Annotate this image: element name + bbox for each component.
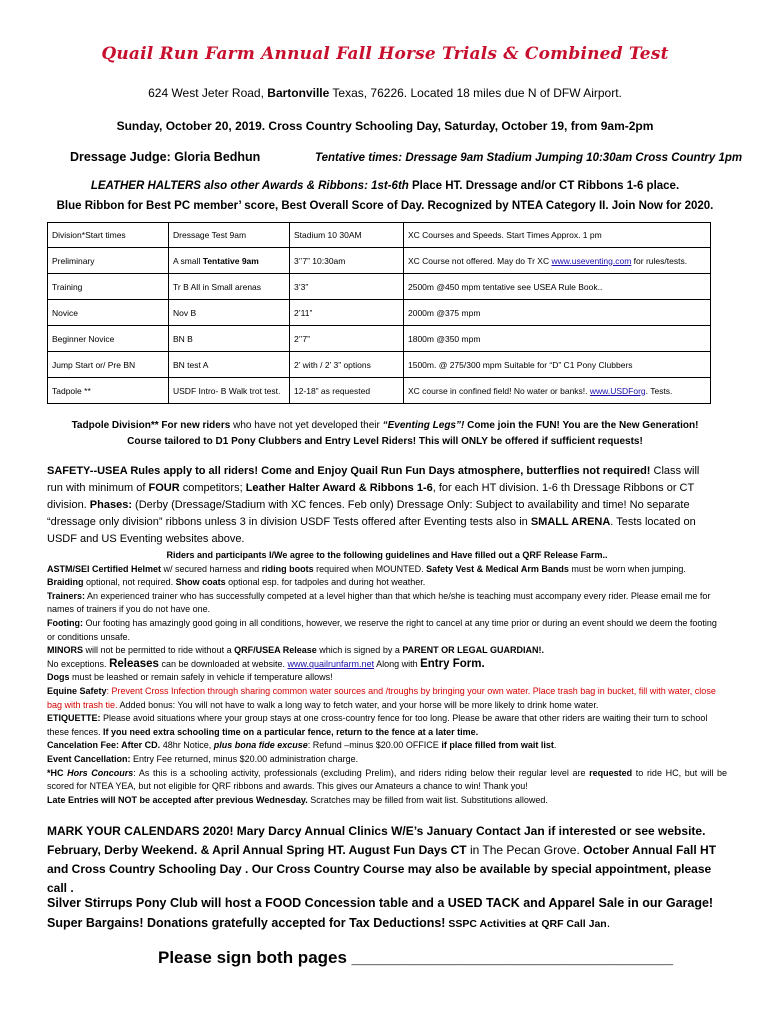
rule-equine-safety (47, 685, 727, 712)
noexc-a: No exceptions (47, 658, 105, 669)
rule-trainers (47, 590, 727, 617)
calendar-line-3: and Cross Country Schooling Day . Our Cross Country Course may also be available by special appointment, please call . (47, 862, 712, 895)
cell-stadium: 12-18” as requested (290, 378, 404, 404)
cell-division: Novice (48, 300, 169, 326)
cancel-e: if place filled from wait list (441, 740, 554, 751)
cell-xc: 1500m. @ 275/300 mpm Suitable for “D” C1 Pony Clubbers (404, 352, 711, 378)
header-division: Division*Start times (48, 223, 169, 248)
helmet-b: w/ secured harness and (161, 563, 262, 574)
equine-b: : Prevent Cross Infection through sharing common water sources and /troughs by bringing your own water. Place trash bag in bucket, fill with water, close bag with trash tie. (47, 685, 716, 710)
helmet-f: must be worn when jumping. (568, 563, 686, 574)
rule-event-cancellation (47, 753, 727, 767)
cancel-f: . (553, 740, 557, 751)
rule-releases (47, 658, 727, 672)
rule-footing (47, 617, 727, 644)
address-line (0, 86, 770, 100)
trainers-b: An experienced trainer who has successfully competed at a level higher than that which he/she is teaching must accompany every rider. Please email me for names of trainers if you do not have one. (47, 590, 711, 615)
usdf-link[interactable]: www.USDForg (589, 385, 646, 396)
calendar-2a: February, Derby Weekend. & April Annual Spring HT. August Fun Days CT (47, 843, 467, 857)
rule-etiquette (47, 712, 727, 739)
cell-division: Jump Start or/ Pre BN (48, 352, 169, 378)
tadpole-line-1 (0, 420, 770, 431)
rule-late-entries (47, 794, 727, 808)
pony-club-2b: SSPC Activities at QRF Call Jan (445, 918, 607, 930)
cell-xc (404, 248, 711, 274)
rule-cancelation-fee (47, 739, 727, 753)
tadpole-line-2: Course tailored to D1 Pony Clubbers and Entry Level Riders! This will ONLY be offered if sufficient requests! (127, 436, 643, 447)
cancel-a: Cancelation Fee: After CD. (47, 740, 161, 751)
hc-c: : As this is a schooling activity, professionals (excluding Prelim), and riders riding below their regular level are (133, 767, 590, 778)
noexc-d: can be downloaded at website. (158, 658, 288, 669)
safety-s3: FOUR (148, 482, 180, 494)
cell-xc: 1800m @350 mpm (404, 326, 711, 352)
cell-stadium: 2’11” (290, 300, 404, 326)
noexc-c: Releases (109, 657, 159, 670)
noexc-f: Entry Form. (420, 657, 485, 670)
cell-division: Tadpole ** (48, 378, 169, 404)
helmet-d: required when MOUNTED. (313, 563, 427, 574)
event-dates: Sunday, October 20, 2019. Cross Country Schooling Day, Saturday, October 19, from 9am-2pm (116, 119, 654, 133)
hc-d: requested (589, 767, 633, 778)
safety-paragraph (47, 463, 711, 548)
hc-e: to ride HC, but will be scored for NTEA YEA, but not eligible for QRF ribbons and awards. This gives our Amateurs a chance to win! Thank you! (47, 767, 727, 792)
safety-s5: Leather Halter Award & Ribbons 1-6 (245, 482, 433, 494)
cell-division: Preliminary (48, 248, 169, 274)
event-b: Entry Fee returned, minus $20.00 administration charge. (130, 753, 359, 764)
safety-s1: SAFETY--USEA Rules apply to all riders! Come and Enjoy Quail Run Fun Days atmosphere, butterflies not required! (47, 465, 651, 477)
table-row (48, 248, 711, 274)
divisions-table (47, 222, 711, 404)
cell-xc-tail: . Tests. (645, 385, 673, 396)
table-row (48, 352, 711, 378)
noexc-e: Along with (374, 658, 421, 669)
etiq-c: If you need extra schooling time on a particular fence, return to the fence at a later time. (103, 726, 479, 737)
signature-line[interactable]: Please sign both pages __________________________________ (158, 948, 674, 967)
safety-s4: competitors; (179, 482, 246, 494)
safety-s2: Class will run with minimum of (47, 465, 700, 494)
calendar-2c: October Annual Fall HT (583, 843, 717, 857)
cell-dressage: USDF Intro- B Walk trot test. (169, 378, 290, 404)
safety-s8: (Derby (Dressage/Stadium with XC fences. Feb only) Dressage Only: Subject to availability and time! No separate “dressage only division” ribbons unless 3 in division USDF Tests offered after Eventing tests also in (47, 499, 690, 528)
minors-c: QRF/USEA Release (234, 645, 317, 656)
pony-club-section (47, 893, 727, 934)
cancel-c: plus bona fide excuse (213, 740, 308, 751)
equine-a: Equine Safety (47, 685, 107, 696)
table-row (48, 326, 711, 352)
minors-d: which is signed by a (316, 645, 403, 656)
useventing-link[interactable]: www.useventing.com (551, 255, 632, 266)
table-header-row (48, 223, 711, 248)
minors-e: PARENT OR LEGAL GUARDIAN!. (402, 645, 544, 656)
cell-stadium: 3’’7” 10:30am (290, 248, 404, 274)
cancel-b: 48hr Notice, (160, 740, 214, 751)
etiq-a: ETIQUETTE: (47, 713, 101, 724)
footing-b: Our footing has amazingly good going in all conditions, however, we reserve the right to cancel at any time prior or during an event should we deem the footing or conditions unsafe. (47, 617, 717, 642)
helmet-a: ASTM/SEI Certified Helmet (47, 563, 162, 574)
rule-braiding (47, 576, 727, 590)
cell-xc: 2000m @375 mpm (404, 300, 711, 326)
braid-a: Braiding (47, 577, 84, 588)
rule-helmet (47, 563, 727, 577)
leather-halters-line (0, 180, 770, 192)
dogs-b: must be leashed or remain safely in vehicle if temperature allows! (69, 672, 333, 683)
braid-b: optional, not required. (83, 577, 176, 588)
cancel-d: : Refund –minus $20.00 OFFICE (307, 740, 442, 751)
quailrunfarm-link[interactable]: www.quailrunfarm.net (287, 658, 375, 669)
rules-heading: Riders and participants I/We agree to the following guidelines and Have filled out a QRF Release Farm.. (166, 550, 608, 560)
footing-a: Footing: (47, 617, 83, 628)
table-row (48, 300, 711, 326)
helmet-c: riding boots (261, 563, 314, 574)
cell-dressage-bold: Tentative 9am (202, 255, 259, 266)
cell-stadium: 2’ with / 2’ 3” options (290, 352, 404, 378)
rules-section (47, 549, 727, 807)
safety-s6: , for each HT division. 1-6 th Dressage Ribbons or CT division. (47, 482, 695, 511)
dressage-judge: Dressage Judge: Gloria Bedhun (70, 150, 261, 164)
rule-minors (47, 644, 727, 658)
cell-xc-tail: for rules/tests. (631, 255, 688, 266)
pony-club-2c: . (606, 916, 611, 930)
late-b: Scratches may be filled from wait list. Substitutions allowed. (307, 794, 548, 805)
blue-ribbon-line: Blue Ribbon for Best PC member’ score, Best Overall Score of Day. Recognized by NTEA Category II. Join Now for 2020. (56, 200, 714, 212)
cell-xc (404, 378, 711, 404)
cell-xc-text: XC course in confined field! No water or banks!. (408, 385, 590, 396)
safety-s10: . Tests located on USDF and US Eventing websites above. (47, 516, 696, 545)
event-title: Quail Run Farm Annual Fall Horse Trials & Combined Test (101, 44, 669, 64)
cell-dressage (169, 248, 290, 274)
pony-club-line-1: Silver Stirrups Pony Club will host a FOOD Concession table and a USED TACK and Apparel Sale in our Garage! (47, 896, 714, 910)
minors-b: will not be permitted to ride without a (83, 645, 235, 656)
calendar-line-1: MARK YOUR CALENDARS 2020! Mary Darcy Annual Clinics W/E’s January Contact Jan if interested or see website. (47, 824, 706, 838)
table-row (48, 378, 711, 404)
minors-a: MINORS (47, 645, 83, 656)
halters-italic: LEATHER HALTERS also other Awards & Ribbons: 1st-6th (90, 180, 409, 192)
table-row (48, 274, 711, 300)
cell-xc: 2500m @450 mpm tentative see USEA Rule Book.. (404, 274, 711, 300)
event-a: Event Cancellation: (47, 753, 131, 764)
pony-club-2a: Super Bargains! Donations gratefully accepted for Tax Deductions! (47, 916, 446, 930)
trainers-a: Trainers: (47, 590, 86, 601)
braid-c: Show coats (175, 577, 226, 588)
safety-s9: SMALL ARENA (530, 516, 611, 528)
safety-s7: Phases: (89, 499, 132, 511)
header-xc: XC Courses and Speeds. Start Times Approx. 1 pm (404, 223, 711, 248)
calendar-section (47, 822, 727, 898)
cell-stadium: 2’’7” (290, 326, 404, 352)
cell-dressage-text: A small (173, 255, 203, 266)
dogs-a: Dogs (47, 672, 70, 683)
helmet-e: Safety Vest & Medical Arm Bands (426, 563, 569, 574)
cell-division: Training (48, 274, 169, 300)
calendar-line-2 (47, 841, 727, 860)
braid-d: optional esp. for tadpoles and during hot weather. (225, 577, 426, 588)
tadpole-b: who have not yet developed their (230, 420, 383, 431)
address-post: Texas, 76226. Located 18 miles due N of DFW Airport. (329, 86, 622, 100)
cell-stadium: 3’3” (290, 274, 404, 300)
cell-dressage: Tr B All in Small arenas (169, 274, 290, 300)
rule-dogs (47, 671, 727, 685)
cell-xc-text: XC Course not offered. May do Tr XC (408, 255, 552, 266)
address-pre: 624 West Jeter Road, (148, 86, 268, 100)
etiq-b: Please avoid situations where your group stays at one cross-country fence for too long. Please be aware that other riders are waiting their turn to school these fences. (47, 713, 708, 737)
tentative-times: Tentative times: Dressage 9am Stadium Jumping 10:30am Cross Country 1pm (315, 152, 743, 164)
tadpole-a: Tadpole Division** For new riders (71, 420, 231, 431)
header-stadium: Stadium 10 30AM (290, 223, 404, 248)
noexc-b: . (104, 658, 110, 669)
halters-rest: Place HT. Dressage and/or CT Ribbons 1-6 place. (408, 180, 680, 192)
hc-b: Hors Concours (67, 767, 134, 778)
tadpole-d: Come join the FUN! You are the New Generation! (464, 420, 699, 431)
cell-division: Beginner Novice (48, 326, 169, 352)
address-town: Bartonville (267, 86, 330, 100)
tadpole-c: “Eventing Legs”! (382, 420, 465, 431)
equine-c: Added bonus: You will not have to walk a long way to fetch water, and your horse will be more likely to drink home water. (117, 699, 599, 710)
late-a: Late Entries will NOT be accepted after previous Wednesday. (47, 794, 308, 805)
hc-a: *HC (47, 767, 68, 778)
cell-dressage: Nov B (169, 300, 290, 326)
calendar-2b: in The Pecan Grove. (466, 843, 584, 857)
cell-dressage: BN test A (169, 352, 290, 378)
header-dressage: Dressage Test 9am (169, 223, 290, 248)
pony-club-line-2 (47, 913, 727, 934)
cell-dressage: BN B (169, 326, 290, 352)
rule-hc (47, 767, 727, 794)
